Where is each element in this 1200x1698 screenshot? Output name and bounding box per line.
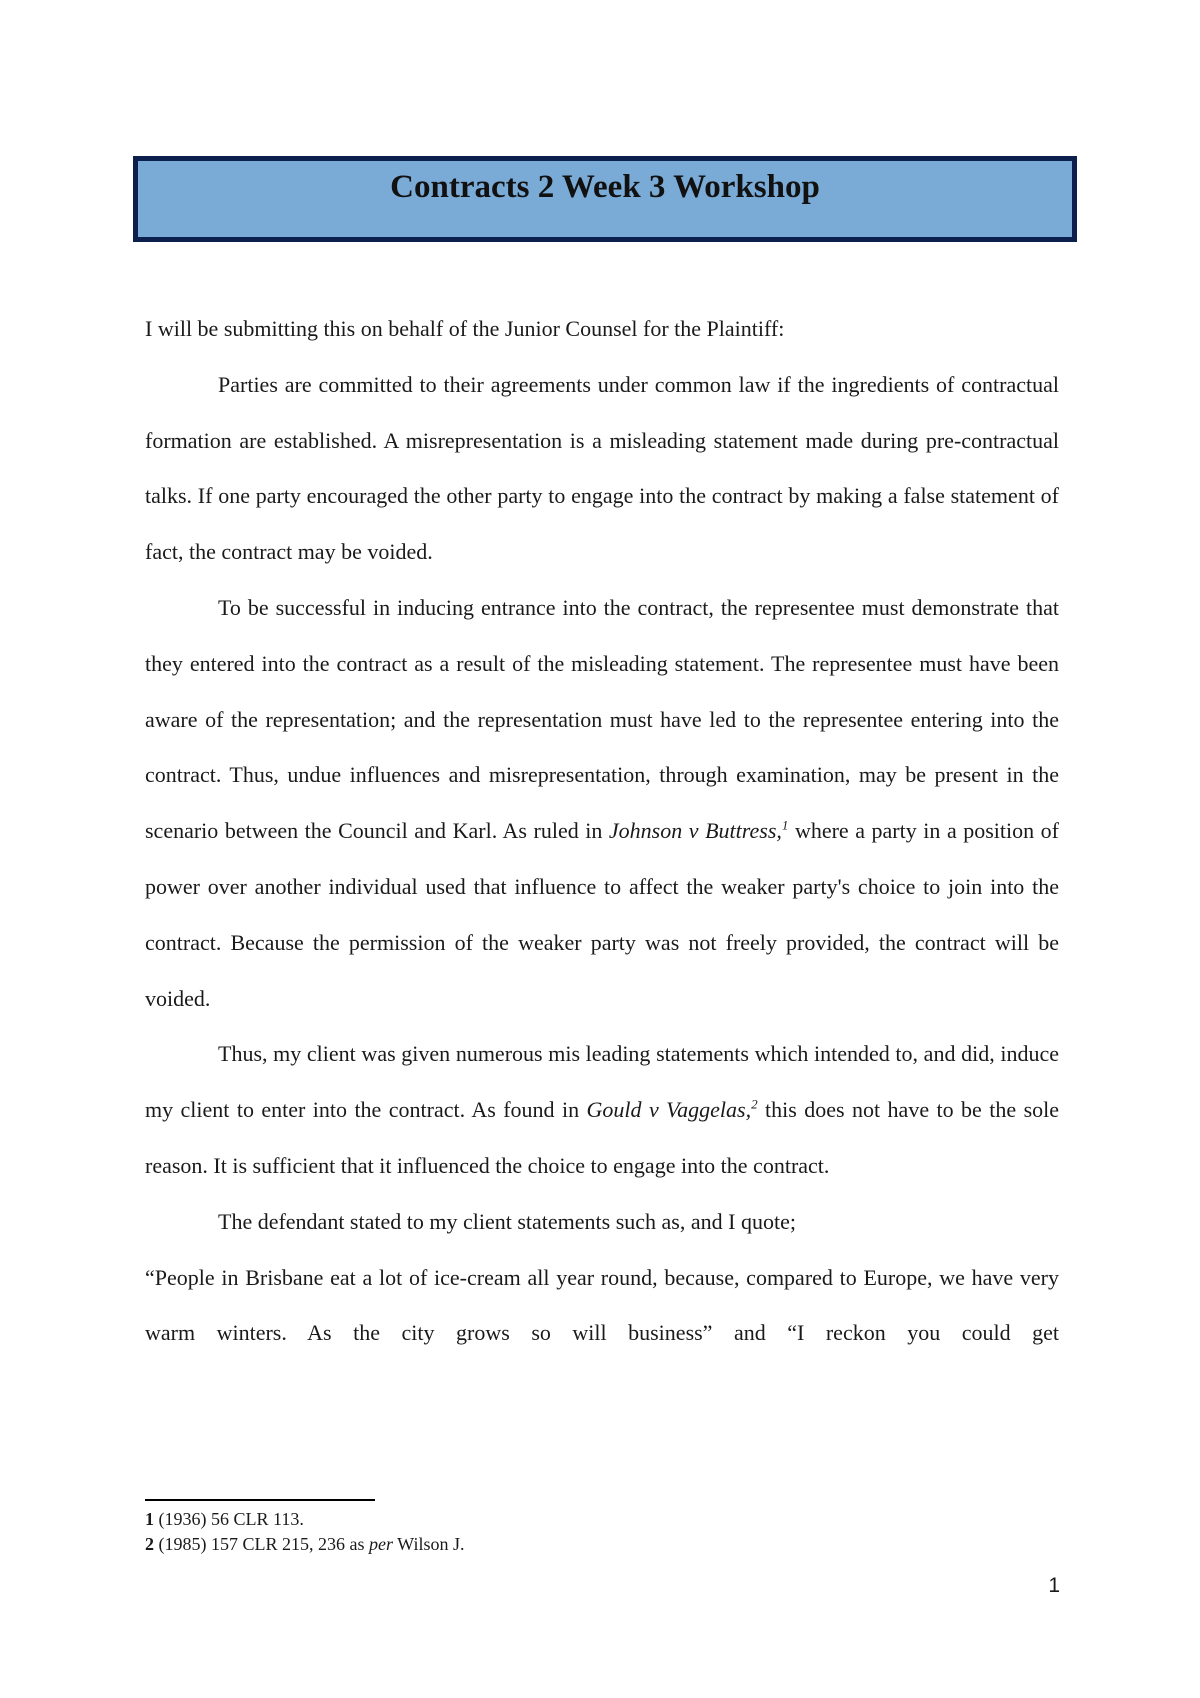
paragraph-client-text-a: Thus, my client was given numerous mis leading statements which intended to, and did, induce my client to enter into the contract. As found in bbox=[145, 1041, 1059, 1123]
footnote-ref-1[interactable]: 1 bbox=[781, 817, 789, 833]
intro-paragraph: I will be submitting this on behalf of the Junior Counsel for the Plaintiff: bbox=[145, 316, 785, 341]
footnote-1 bbox=[145, 1507, 1045, 1532]
footnote-ref-2[interactable]: 2 bbox=[751, 1096, 758, 1112]
paragraph-defendant-quote-intro: The defendant stated to my client statements such as, and I quote; bbox=[218, 1208, 796, 1234]
case-gould-v-vaggelas: Gould v Vaggelas, bbox=[586, 1097, 752, 1123]
footnote-separator bbox=[145, 1499, 375, 1501]
document-body bbox=[145, 301, 1059, 1361]
footnote-2-text-b: Wilson J. bbox=[393, 1534, 465, 1554]
paragraph-quote: “People in Brisbane eat a lot of ice-cream all year round, because, compared to Europe, we have very warm winters. As the city grows so will business” and “I reckon you could get bbox=[145, 1264, 1059, 1346]
page-number: 1 bbox=[1048, 1574, 1060, 1597]
footnote-2-text-a: (1985) 157 CLR 215, 236 as bbox=[154, 1534, 369, 1554]
footnote-2-number: 2 bbox=[145, 1534, 154, 1554]
footnotes bbox=[145, 1507, 1045, 1557]
footnote-1-number: 1 bbox=[145, 1509, 154, 1529]
paragraph-inducement-text-a: To be successful in inducing entrance into the contract, the representee must demonstrate that they entered into the contract as a result of the misleading statement. The representee must have been aware of the representation; and the representation must have led to the representee entering into the contract. Thus, undue influences and misrepresentation, through examination, may be present in the scenario between the Council and Karl. As ruled in bbox=[145, 594, 1059, 844]
paragraph-inducement bbox=[145, 580, 1059, 1026]
document-title: Contracts 2 Week 3 Workshop bbox=[390, 169, 820, 205]
paragraph-client-text-b: this does not have to be the sole reason. It is sufficient that it influenced the choice to engage into the contract. bbox=[145, 1097, 1060, 1178]
paragraph-client-statements bbox=[145, 1026, 1059, 1193]
footnote-2 bbox=[145, 1532, 1045, 1557]
paragraph-inducement-text-b: where a party in a position of power over another individual used that influence to affect the weaker party's choice to join into the contract. Because the permission of the weaker party was not freely provided, the contract will be voided. bbox=[145, 818, 1060, 1011]
footnote-1-text: (1936) 56 CLR 113. bbox=[154, 1509, 304, 1529]
title-banner bbox=[133, 156, 1077, 242]
case-johnson-v-buttress: Johnson v Buttress, bbox=[608, 818, 782, 844]
footnote-2-italic: per bbox=[369, 1534, 393, 1554]
paragraph-misrepresentation: Parties are committed to their agreements under common law if the ingredients of contractual formation are established. A misrepresentation is a misleading statement made during pre-contractual talks. If one party encouraged the other party to engage into the contract by making a false statement of fact, the contract may be voided. bbox=[145, 371, 1059, 565]
